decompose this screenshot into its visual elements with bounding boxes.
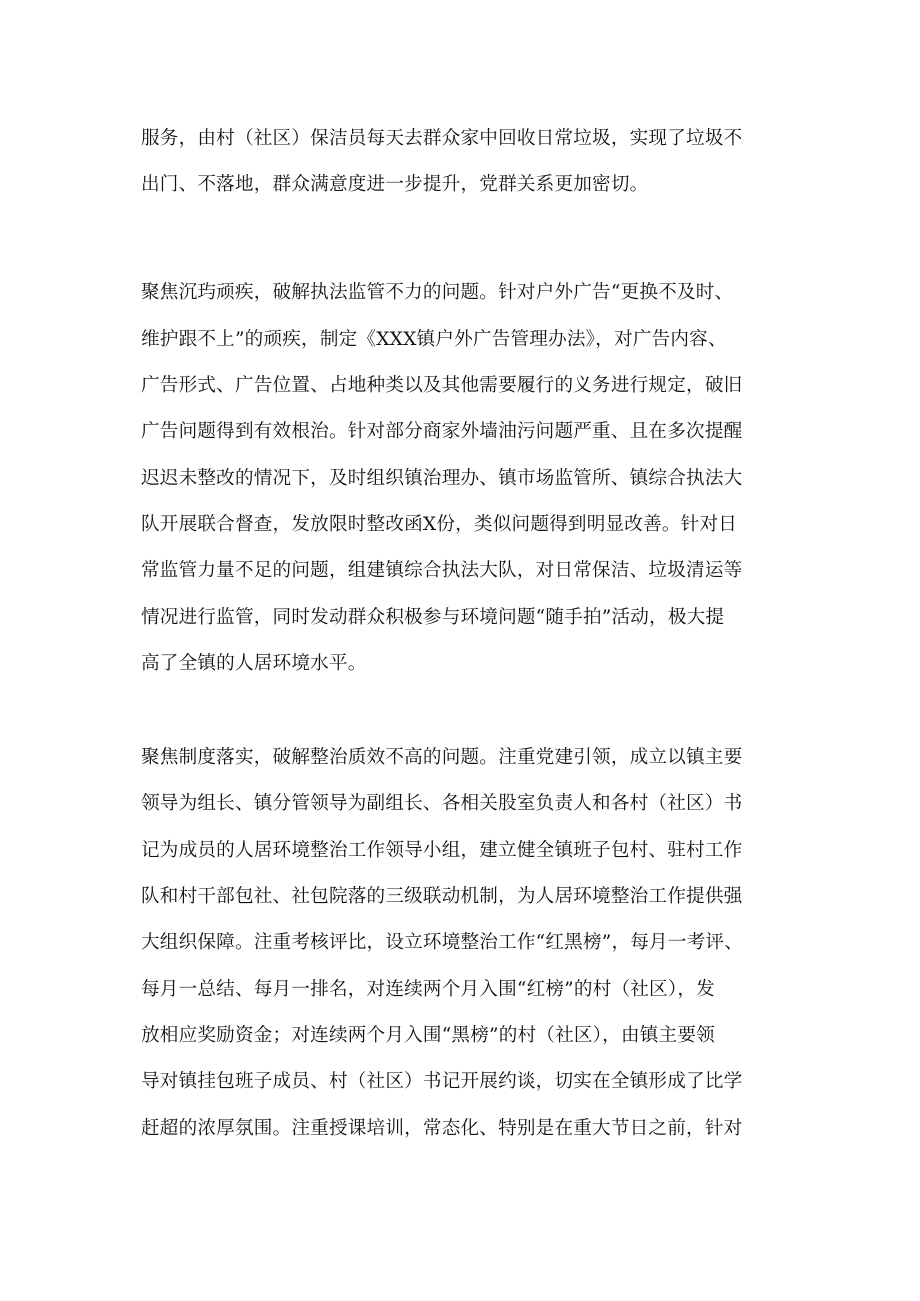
paragraph-2-line-8: 情况进行监管，同时发动群众积极参与环境问题“随手拍”活动，极大提 [141, 607, 725, 628]
paragraph-3-line-4: 队和村干部包社、社包院落的三级联动机制，为人居环境整治工作提供强 [141, 886, 743, 907]
paragraph-3-line-5: 大组织保障。注重考核评比，设立环境整治工作“红黑榜”，每月一考评、 [141, 932, 744, 953]
paragraph-3-line-1: 聚焦制度落实，破解整治质效不高的问题。注重党建引领，成立以镇主要 [141, 747, 743, 768]
paragraph-2-line-2: 维护跟不上”的顽疾，制定《XXX镇户外广告管理办法》，对广告内容、 [141, 329, 727, 350]
paragraph-2-line-9: 高了全镇的人居环境水平。 [141, 653, 367, 674]
paragraph-3-line-7: 放相应奖励资金；对连续两个月入围“黑榜”的村（社区），由镇主要领 [141, 1025, 715, 1046]
paragraph-2-line-6: 队开展联合督查，发放限时整改函X份，类似问题得到明显改善。针对日 [141, 514, 738, 535]
paragraph-2-line-3: 广告形式、广告位置、占地种类以及其他需要履行的义务进行规定，破旧 [141, 375, 743, 396]
paragraph-1-line-2: 出门、不落地，群众满意度进一步提升，党群关系更加密切。 [141, 174, 649, 195]
paragraph-2-line-1: 聚焦沉玙顽疾，破解执法监管不力的问题。针对户外广告“更换不及时、 [141, 282, 734, 303]
paragraph-3-line-8: 导对镇挂包班子成员、村（社区）书记开展约谈，切实在全镇形成了比学 [141, 1071, 743, 1092]
paragraph-2-line-4: 广告问题得到有效根治。针对部分商家外墙油污问题严重、且在多次提醒 [141, 421, 743, 442]
paragraph-1-line-1: 服务，由村（社区）保洁员每天去群众家中回收日常垃圾，实现了垃圾不 [141, 128, 743, 149]
paragraph-2-line-7: 常监管力量不足的问题，组建镇综合执法大队，对日常保洁、垃圾清运等 [141, 560, 743, 581]
paragraph-3-line-6: 每月一总结、每月一排名，对连续两个月入围“红榜”的村（社区），发 [141, 979, 715, 1000]
paragraph-2-line-5: 迟迟未整改的情况下，及时组织镇治理办、镇市场监管所、镇综合执法大 [141, 468, 743, 489]
paragraph-3-line-9: 赶超的浓厚氛围。注重授课培训，常态化、特别是在重大节日之前，针对 [141, 1118, 743, 1139]
paragraph-3-line-3: 记为成员的人居环境整治工作领导小组，建立健全镇班子包村、驻村工作 [141, 840, 743, 861]
paragraph-3-line-2: 领导为组长、镇分管领导为副组长、各相关股室负责人和各村（社区）书 [141, 793, 743, 814]
